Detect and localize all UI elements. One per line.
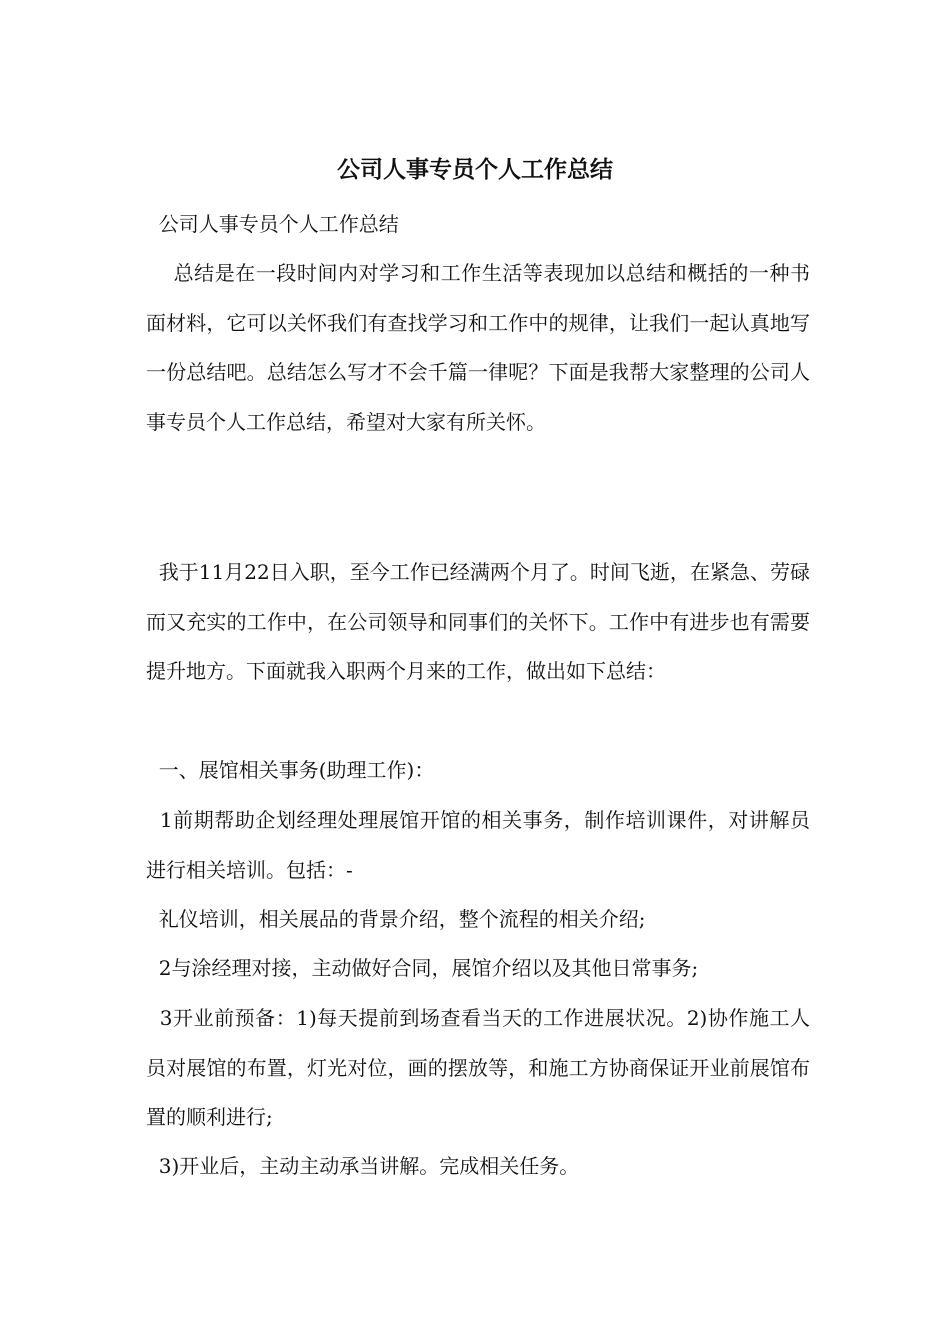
paragraph-item-3: 3开业前预备：1)每天提前到场查看当天的工作进展状况。2)协作施工人员对展馆的布置，灯光对位，画的摆放等，和施工方协商保证开业前展馆布置的顺利进行; <box>146 1006 810 1129</box>
paragraph-intro: 总结是在一段时间内对学习和工作生活等表现加以总结和概括的一种书面材料，它可以关怀我们有查找学习和工作中的规律，让我们一起认真地写一份总结吧。总结怎么写才不会千篇一律呢？下面是我帮大家整理的公司人事专员个人工作总结，希望对大家有所关怀。 <box>146 261 811 434</box>
paragraph-item-1: 1前期帮助企划经理处理展馆开馆的相关事务，制作培训课件，对讲解员进行相关培训。包括：- <box>146 808 810 882</box>
paragraph-entry: 我于11月22日入职，至今工作已经满两个月了。时间飞逝，在紧急、劳碌而又充实的工作中，在公司领导和同事们的关怀下。工作中有进步也有需要提升地方。下面就我入职两个月来的工作，做出如下总结： <box>146 560 811 683</box>
paragraph-section-heading: 一、展馆相关事务(助理工作)： <box>146 758 435 782</box>
paragraph-subtitle: 公司人事专员个人工作总结 <box>146 212 399 236</box>
document-title: 公司人事专员个人工作总结 <box>337 156 613 183</box>
paragraph-item-3-after: 3)开业后，主动主动承当讲解。完成相关任务。 <box>146 1154 580 1178</box>
paragraph-item-2: 2与涂经理对接，主动做好合同，展馆介绍以及其他日常事务; <box>146 956 699 980</box>
paragraph-training: 礼仪培训，相关展品的背景介绍，整个流程的相关介绍; <box>146 907 646 931</box>
